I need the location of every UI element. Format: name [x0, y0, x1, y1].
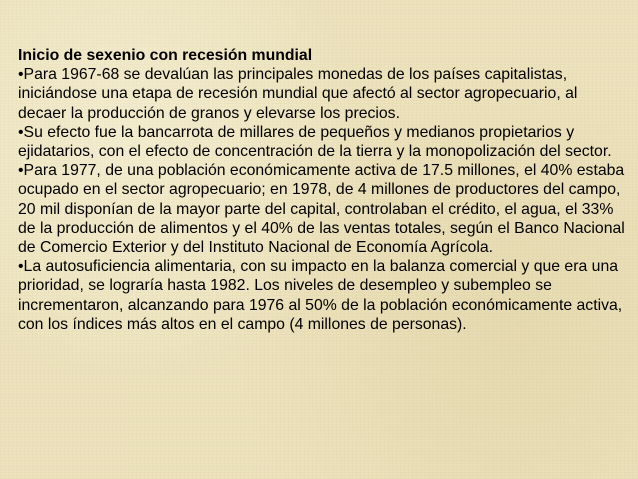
bullet-paragraph-3: •Para 1977, de una población económicamente activa de 17.5 millones, el 40% estaba ocupado en el sector agropecuario; en 1978, de 4 millones de productores del campo, 20 mil disponían de la mayor parte del capital, controlaban el crédito, el agua, el 33% de la producción de alimentos y el 40% de las ventas totales, según el Banco Nacional de Comercio Exterior y del Instituto Nacional de Economía Agrícola.	[18, 162, 625, 257]
bullet-paragraph-4: •La autosuficiencia alimentaria, con su impacto en la balanza comercial y que era una prioridad, se lograría hasta 1982. Los niveles de desempleo y subempleo se incrementaron, alcanzando para 1976 al 50% de la población económicamente activa, con los índices más altos en el campo (4 millones de personas).	[18, 258, 623, 333]
slide-title: Inicio de sexenio con recesión mundial	[18, 47, 313, 64]
bullet-paragraph-1: •Para 1967-68 se devalúan las principales monedas de los países capitalistas, iniciándose una etapa de recesión mundial que afectó al sector agropecuario, al decaer la producción de granos y elevarse los precios.	[18, 66, 578, 122]
bullet-paragraph-2: •Su efecto fue la bancarrota de millares de pequeños y medianos propietarios y ejidatarios, con el efecto de concentración de la tierra y la monopolización del sector.	[18, 123, 612, 161]
slide-content	[18, 46, 630, 334]
